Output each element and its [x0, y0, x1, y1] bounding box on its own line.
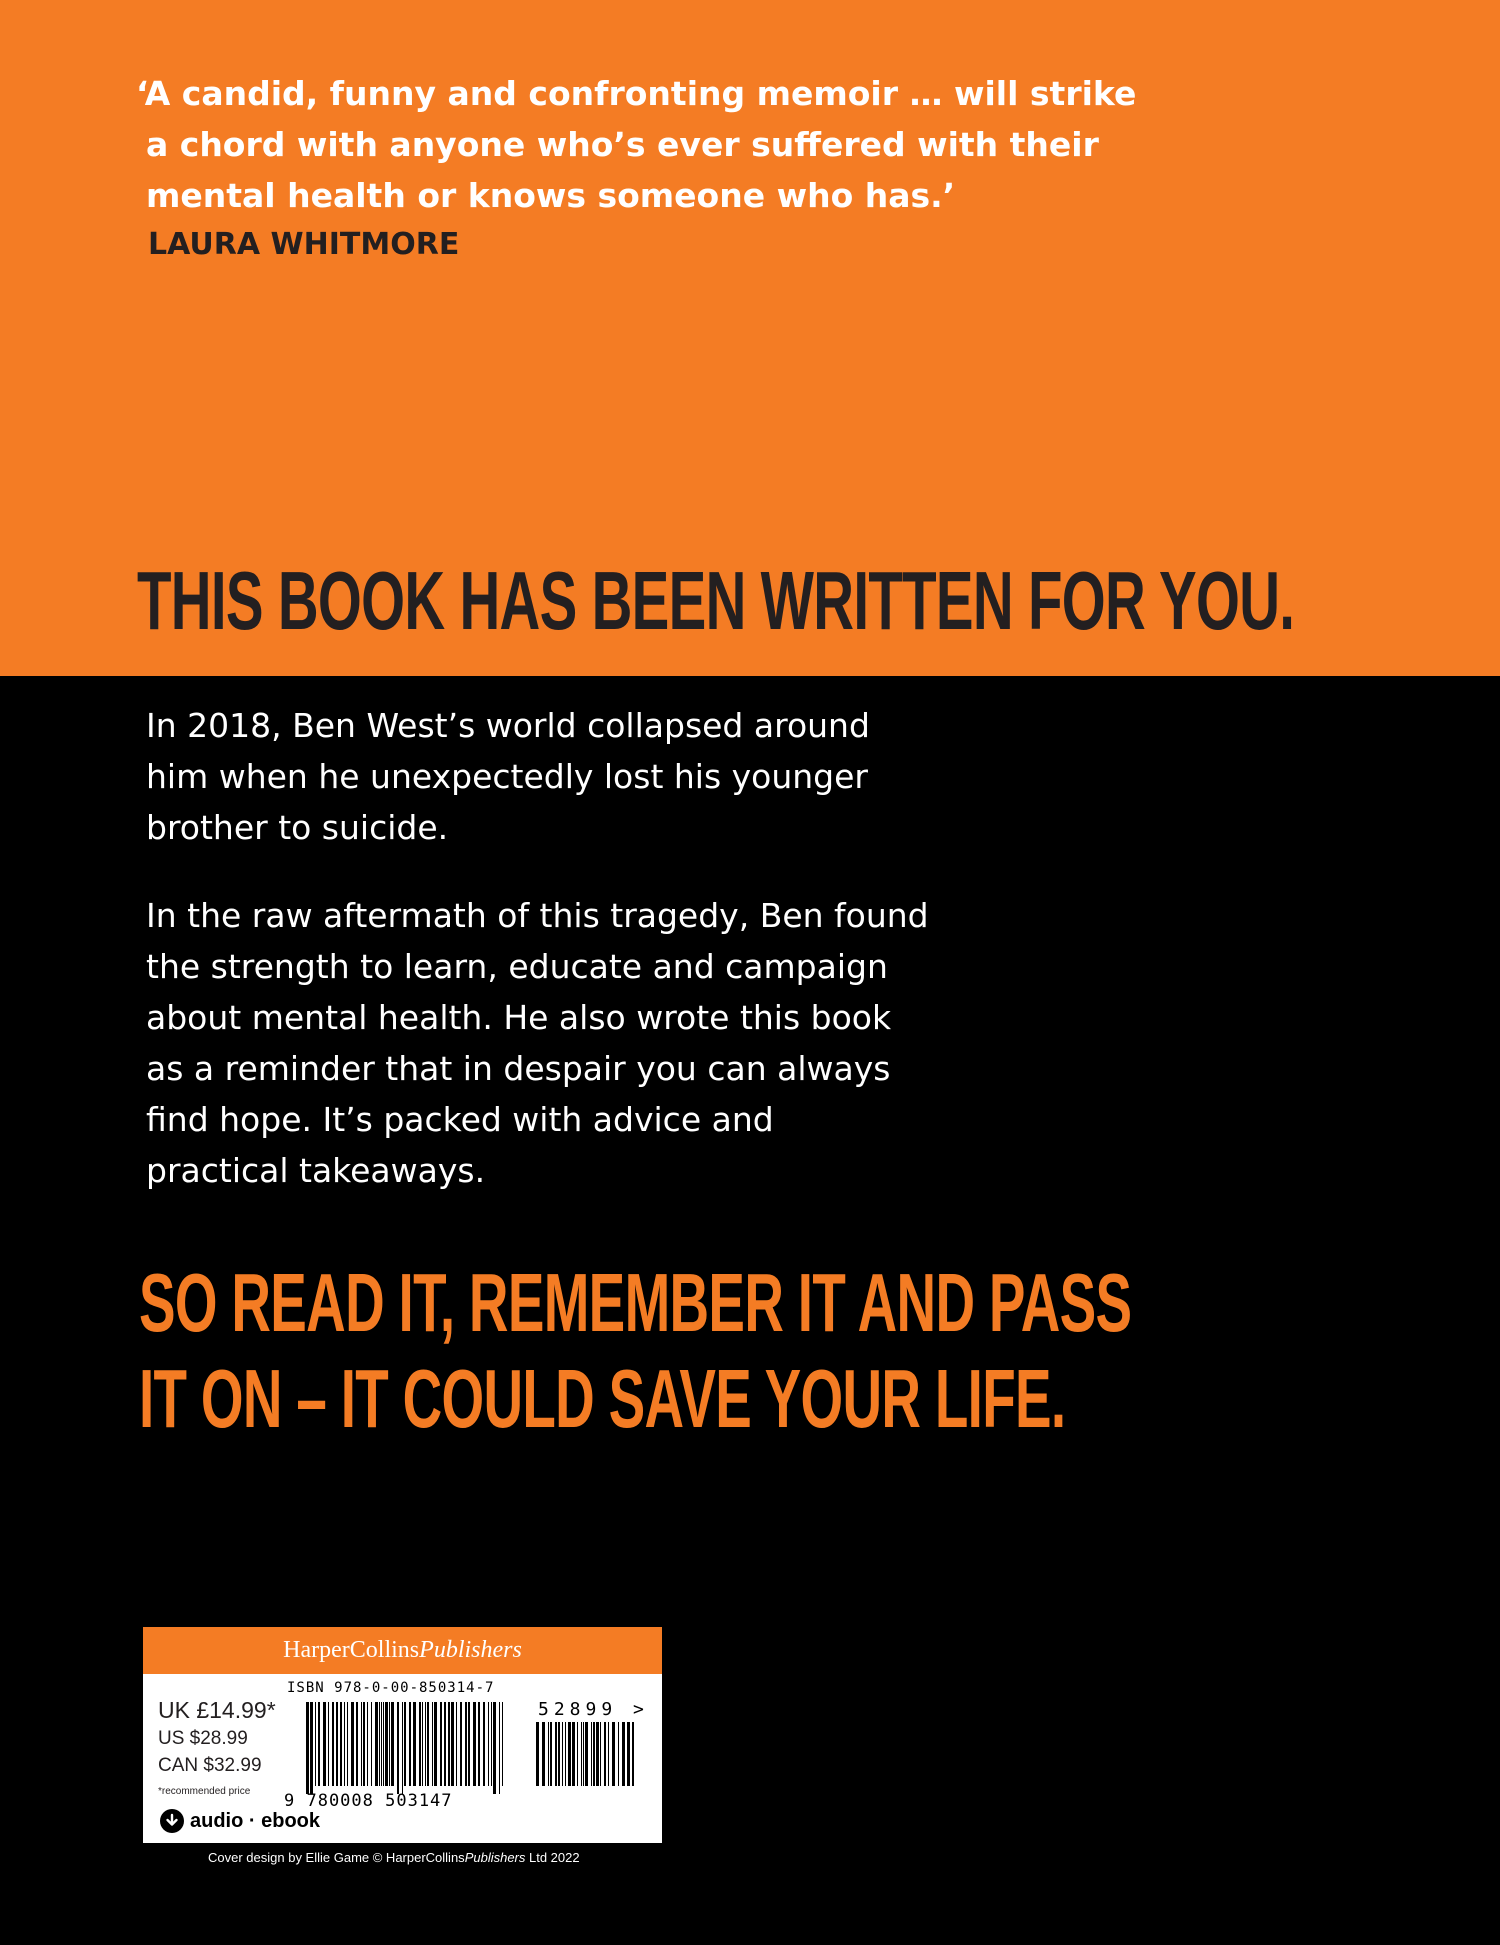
addon-digits: 52899 > — [538, 1699, 649, 1720]
barcode-digits: 9 780008 503147 — [284, 1791, 453, 1811]
price-us: US $28.99 — [158, 1728, 248, 1749]
download-icon — [160, 1809, 184, 1833]
available-formats — [160, 1807, 320, 1835]
blurb-line: In 2018, Ben West’s world collapsed around — [146, 706, 870, 745]
callout-line: SO READ IT, REMEMBER IT AND PASS — [139, 1256, 1132, 1349]
addon-barcode — [536, 1722, 638, 1794]
publisher-name: HarperCollins — [283, 1637, 420, 1663]
credit-prefix: Cover design by Ellie Game © HarperCollins — [208, 1850, 465, 1865]
callout-line: IT ON – IT COULD SAVE YOUR LIFE. — [139, 1352, 1066, 1445]
publisher-suffix: Publishers — [419, 1637, 522, 1663]
quote-line: ‘A candid, funny and confronting memoir … will strike — [136, 74, 1137, 113]
quote-line: a chord with anyone who’s ever suffered with their — [146, 125, 1099, 164]
quote-attribution: LAURA WHITMORE — [148, 227, 460, 262]
blurb-line: the strength to learn, educate and campaign — [146, 947, 888, 986]
price-uk: UK £14.99* — [158, 1697, 276, 1723]
blurb-paragraph-1 — [146, 700, 1246, 853]
cover-credit — [208, 1850, 580, 1865]
blurb-line: him when he unexpectedly lost his younger — [146, 757, 869, 796]
blurb-paragraph-2 — [146, 890, 1246, 1196]
headline: THIS BOOK HAS BEEN WRITTEN FOR YOU. — [137, 554, 1295, 647]
publisher-logo — [143, 1627, 662, 1674]
quote-line: mental health or knows someone who has.’ — [146, 176, 956, 215]
callout-text — [139, 1255, 1131, 1447]
credit-italic: Publishers — [464, 1850, 526, 1865]
blurb-line: as a reminder that in despair you can always — [146, 1049, 891, 1088]
blurb-line: about mental health. He also wrote this book — [146, 998, 892, 1037]
blurb-line: In the raw aftermath of this tragedy, Ben found — [146, 896, 929, 935]
formats-label: audio · ebook — [190, 1809, 320, 1832]
isbn-number: ISBN 978-0-00-850314-7 — [287, 1680, 495, 1696]
credit-suffix: Ltd 2022 — [525, 1850, 580, 1865]
barcode-box — [143, 1627, 662, 1843]
isbn-barcode — [306, 1702, 506, 1794]
blurb-line: brother to suicide. — [146, 808, 449, 847]
price-can: CAN $32.99 — [158, 1755, 262, 1776]
blurb-line: find hope. It’s packed with advice and — [146, 1100, 774, 1139]
review-quote — [136, 68, 1286, 221]
price-note: *recommended price — [158, 1786, 251, 1797]
blurb-line: practical takeaways. — [146, 1151, 486, 1190]
